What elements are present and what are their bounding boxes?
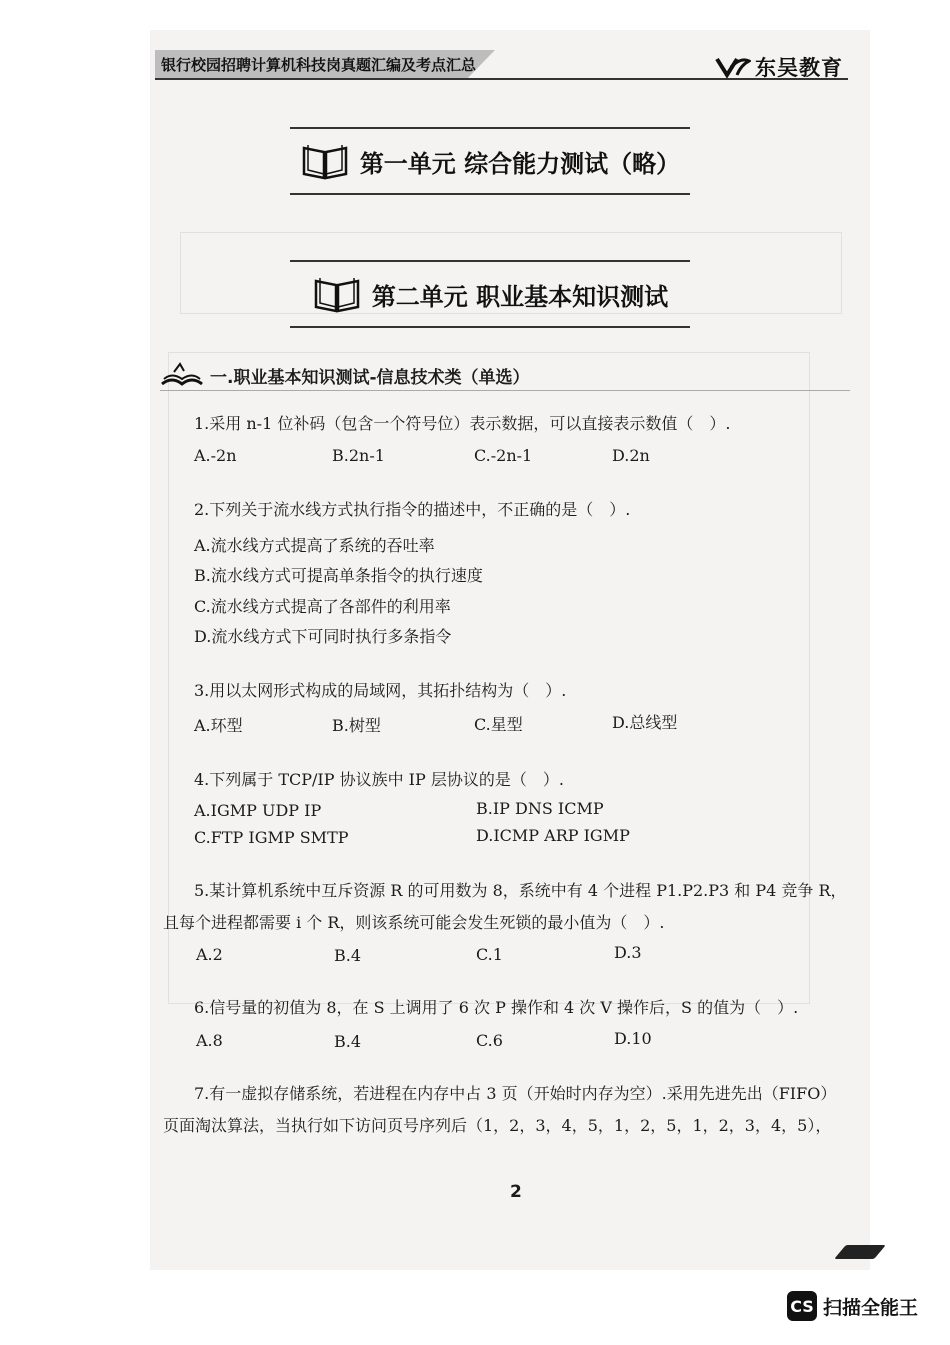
q4-option-d: D.ICMP ARP IGMP	[476, 826, 630, 845]
q6-option-c: C.6	[476, 1031, 503, 1050]
question-6: 6.信号量的初值为 8，在 S 上调用了 6 次 P 操作和 4 次 V 操作后，S 的值为（ ）.	[194, 998, 799, 1017]
q5-option-c: C.1	[476, 945, 503, 964]
watermark-text: 扫描全能王	[823, 1296, 919, 1319]
section-rule	[160, 390, 850, 391]
question-2: 2.下列关于流水线方式执行指令的描述中，不正确的是（ ）.	[194, 500, 631, 519]
q2-option-c: C.流水线方式提高了各部件的利用率	[194, 597, 451, 616]
q5-option-d: D.3	[614, 943, 642, 962]
q2-option-d: D.流水线方式下可同时执行多条指令	[194, 627, 452, 646]
q6-option-d: D.10	[614, 1029, 652, 1048]
question-4: 4.下列属于 TCP/IP 协议族中 IP 层协议的是（ ）.	[194, 770, 564, 789]
q4-option-c: C.FTP IGMP SMTP	[194, 828, 349, 847]
q6-option-a: A.8	[196, 1031, 223, 1050]
question-7-cont: 页面淘汰算法，当执行如下访问页号序列后（1，2，3，4，5，1，2，5，1，2，3，4，5），	[163, 1116, 832, 1135]
q4-option-a: A.IGMP UDP IP	[194, 801, 322, 820]
q1-option-d: D.2n	[612, 446, 650, 465]
book-icon	[300, 142, 350, 180]
q3-option-b: B.树型	[332, 716, 381, 735]
section-heading	[160, 362, 530, 388]
q5-option-a: A.2	[196, 945, 223, 964]
q1-option-b: B.2n-1	[332, 446, 385, 465]
unit-title-1: 第一单元 综合能力测试（略）	[359, 149, 681, 178]
q5-option-b: B.4	[334, 946, 362, 965]
question-3: 3.用以太网形式构成的局域网，其拓扑结构为（ ）.	[194, 681, 567, 700]
q1-option-c: C.-2n-1	[474, 446, 533, 465]
question-5: 5.某计算机系统中互斥资源 R 的可用数为 8，系统中有 4 个进程 P1.P2.P3 和 P4 竞争 R，	[194, 881, 847, 900]
q3-option-c: C.星型	[474, 715, 523, 734]
q4-option-b: B.IP DNS ICMP	[476, 799, 604, 818]
page-number: 2	[510, 1182, 522, 1202]
q6-option-b: B.4	[334, 1032, 362, 1051]
question-1: 1.采用 n-1 位补码（包含一个符号位）表示数据，可以直接表示数值（ ）.	[194, 414, 731, 433]
q3-option-a: A.环型	[194, 716, 243, 735]
running-header	[155, 50, 850, 80]
q2-option-a: A.流水线方式提高了系统的吞吐率	[194, 536, 435, 555]
q3-option-d: D.总线型	[612, 713, 678, 732]
book-icon	[312, 275, 362, 313]
question-7: 7.有一虚拟存储系统，若进程在内存中占 3 页（开始时内存为空）.采用先进先出（FIFO）	[194, 1084, 837, 1103]
q2-option-b: B.流水线方式可提高单条指令的执行速度	[194, 566, 483, 585]
cs-logo-icon: CS	[787, 1291, 817, 1321]
q1-option-a: A.-2n	[194, 446, 237, 465]
question-5-cont: 且每个进程都需要 i 个 R，则该系统可能会发生死锁的最小值为（ ）.	[163, 913, 665, 932]
unit-heading-2	[290, 260, 690, 328]
brand-name: 东吴教育	[755, 56, 843, 80]
header-title: 银行校园招聘计算机科技岗真题汇编及考点汇总	[161, 56, 477, 74]
brand-logo-icon	[715, 55, 751, 79]
brand	[715, 52, 843, 82]
section-title: 一.职业基本知识测试-信息技术类（单选）	[210, 367, 530, 388]
unit-title-2: 第二单元 职业基本知识测试	[371, 282, 669, 311]
scanner-watermark	[787, 1291, 918, 1321]
unit-heading-1	[290, 127, 690, 195]
open-book-icon	[160, 362, 204, 388]
